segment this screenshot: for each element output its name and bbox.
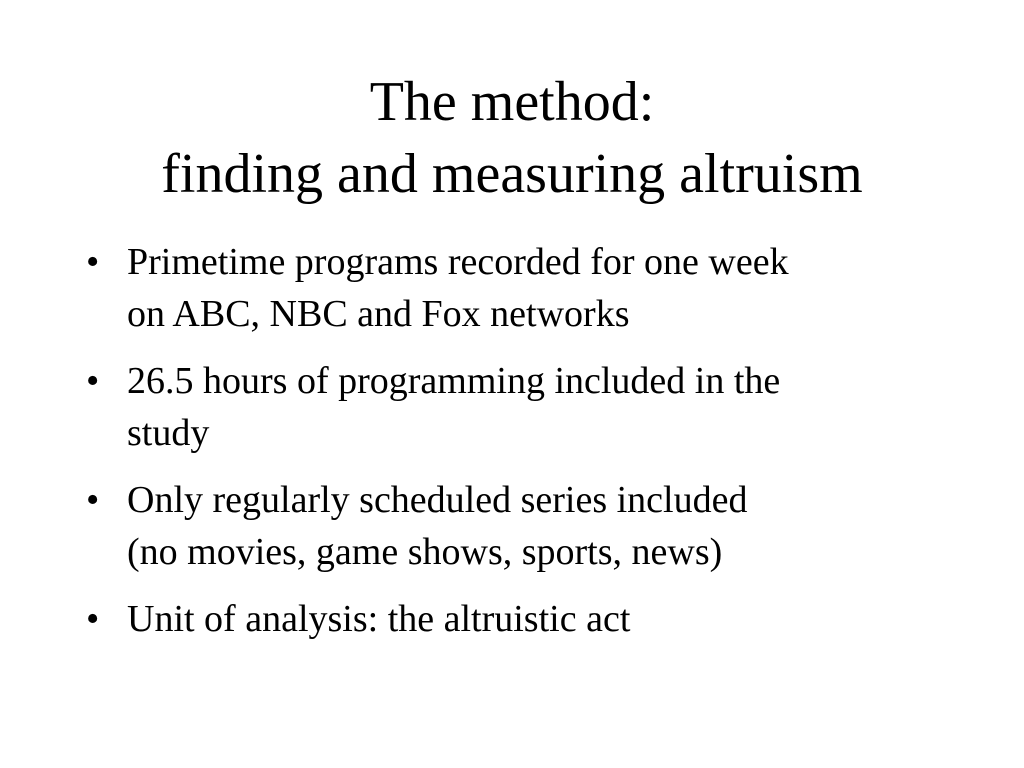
bullet-text-line: on ABC, NBC and Fox networks [127,293,630,335]
bullet-text-line: Unit of analysis: the altruistic act [127,598,631,640]
bullet-list [86,236,946,660]
bullet-text-line: Primetime programs recorded for one week [127,241,789,283]
bullet-item [86,474,946,578]
bullet-item [86,236,946,340]
bullet-dot-icon: • [86,360,100,402]
bullet-dot-icon: • [86,479,100,521]
slide-title [0,66,1024,210]
bullet-item [86,355,946,459]
bullet-text-line: Only regularly scheduled series included [127,479,748,521]
bullet-text-line: study [127,412,210,454]
title-line-2: finding and measuring altruism [161,143,863,205]
bullet-text-line: (no movies, game shows, sports, news) [127,531,723,573]
title-line-1: The method: [369,71,655,133]
bullet-dot-icon: • [86,241,100,283]
bullet-text-line: 26.5 hours of programming included in the [127,360,781,402]
bullet-dot-icon: • [86,598,100,640]
bullet-item [86,593,946,645]
